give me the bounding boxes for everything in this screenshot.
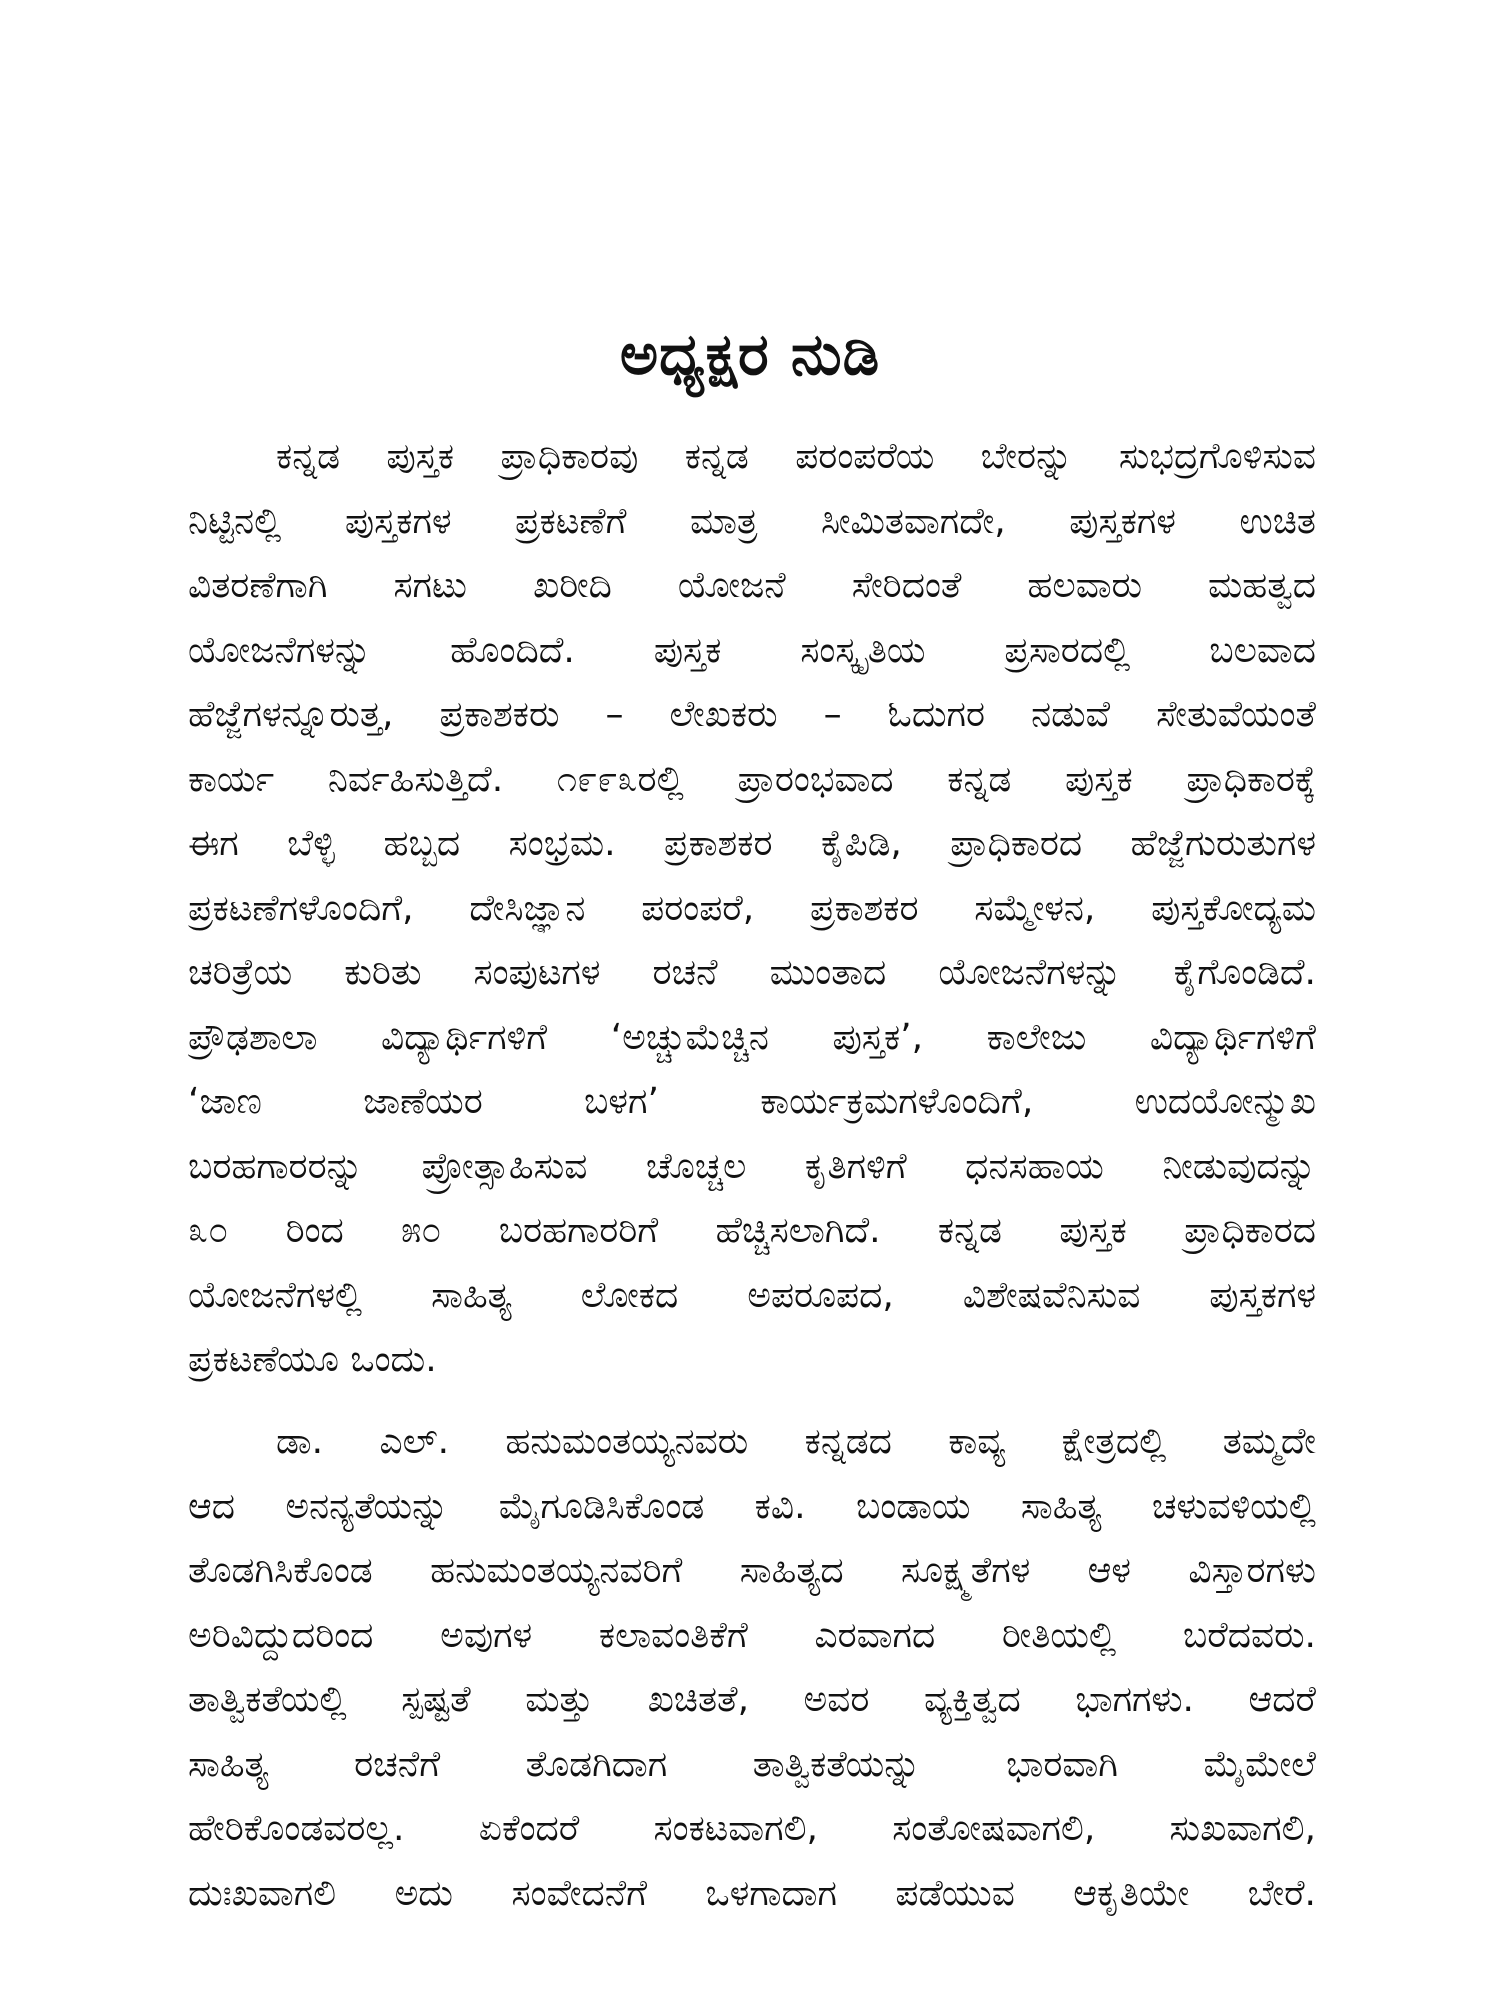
paragraph-line: ಹೇರಿಕೊಂಡವರಲ್ಲ. ಏಕೆಂದರೆ ಸಂಕಟವಾಗಲಿ, ಸಂತೋಷವಾಗಲಿ, ಸುಖವಾಗಲಿ,: [188, 1808, 1316, 1849]
paragraph-line: ಯೋಜನೆಗಳಲ್ಲಿ ಸಾಹಿತ್ಯ ಲೋಕದ ಅಪರೂಪದ, ವಿಶೇಷವೆನಿಸುವ ಪುಸ್ತಕಗಳ: [188, 1274, 1316, 1316]
paragraph-1: [188, 425, 1316, 1393]
paragraph-line: ತೊಡಗಿಸಿಕೊಂಡ ಹನುಮಂತಯ್ಯನವರಿಗೆ ಸಾಹಿತ್ಯದ ಸೂಕ್ಷ್ಮತೆಗಳ ಆಳ ವಿಸ್ತಾರಗಳು: [188, 1550, 1316, 1591]
paragraph-line: ಈಗ ಬೆಳ್ಳಿ ಹಬ್ಬದ ಸಂಭ್ರಮ. ಪ್ರಕಾಶಕರ ಕೈಪಿಡಿ, ಪ್ರಾಧಿಕಾರದ ಹೆಜ್ಜೆಗುರುತುಗಳ: [188, 823, 1316, 864]
paragraph-line: ದುಃಖವಾಗಲಿ ಅದು ಸಂವೇದನೆಗೆ ಒಳಗಾದಾಗ ಪಡೆಯುವ ಆಕೃತಿಯೇ ಬೇರೆ.: [188, 1872, 1316, 1914]
paragraph-line: ಯೋಜನೆಗಳನ್ನು ಹೊಂದಿದೆ. ಪುಸ್ತಕ ಸಂಸ್ಕೃತಿಯ ಪ್ರಸಾರದಲ್ಲಿ ಬಲವಾದ: [188, 629, 1316, 671]
paragraph-line: ೩೦ ರಿಂದ ೫೦ ಬರಹಗಾರರಿಗೆ ಹೆಚ್ಚಿಸಲಾಗಿದೆ. ಕನ್ನಡ ಪುಸ್ತಕ ಪ್ರಾಧಿಕಾರದ: [188, 1210, 1316, 1251]
page-title: ಅಧ್ಯಕ್ಷರ ನುಡಿ: [619, 319, 881, 388]
paragraph-line: ತಾತ್ವಿಕತೆಯಲ್ಲಿ ಸ್ಪಷ್ಟತೆ ಮತ್ತು ಖಚಿತತೆ, ಅವರ ವ್ಯಕ್ತಿತ್ವದ ಭಾಗಗಳು. ಆದರೆ: [188, 1679, 1316, 1720]
paragraph-2: [188, 1410, 1316, 1926]
paragraph-line: ಪ್ರೌಢಶಾಲಾ ವಿದ್ಯಾರ್ಥಿಗಳಿಗೆ ‘ಅಚ್ಚುಮೆಚ್ಚಿನ ಪುಸ್ತಕ’, ಕಾಲೇಜು ವಿದ್ಯಾರ್ಥಿಗಳಿಗೆ: [188, 1016, 1316, 1058]
paragraph-line: ಪ್ರಕಟಣೆಗಳೊಂದಿಗೆ, ದೇಸಿಜ್ಞಾನ ಪರಂಪರೆ, ಪ್ರಕಾಶಕರ ಸಮ್ಮೇಳನ, ಪುಸ್ತಕೋದ್ಯಮ: [188, 887, 1316, 929]
paragraph-line: ವಿತರಣೆಗಾಗಿ ಸಗಟು ಖರೀದಿ ಯೋಜನೆ ಸೇರಿದಂತೆ ಹಲವಾರು ಮಹತ್ವದ: [188, 565, 1316, 606]
paragraph-line: ಪ್ರಕಟಣೆಯೂ ಒಂದು.: [188, 1339, 437, 1380]
paragraph-line: ಕನ್ನಡ ಪುಸ್ತಕ ಪ್ರಾಧಿಕಾರವು ಕನ್ನಡ ಪರಂಪರೆಯ ಬೇರನ್ನು ಸುಭದ್ರಗೊಳಿಸುವ: [276, 436, 1316, 477]
paragraph-line: ಹೆಜ್ಜೆಗಳನ್ನೂರುತ್ತ, ಪ್ರಕಾಶಕರು – ಲೇಖಕರು – ಓದುಗರ ನಡುವೆ ಸೇತುವೆಯಂತೆ: [188, 694, 1316, 735]
paragraph-line: ‘ಜಾಣ ಜಾಣೆಯರ ಬಳಗ’ ಕಾರ್ಯಕ್ರಮಗಳೊಂದಿಗೆ, ಉದಯೋನ್ಮುಖ: [188, 1081, 1316, 1122]
paragraph-line: ಚರಿತ್ರೆಯ ಕುರಿತು ಸಂಪುಟಗಳ ರಚನೆ ಮುಂತಾದ ಯೋಜನೆಗಳನ್ನು ಕೈಗೊಂಡಿದೆ.: [188, 952, 1316, 993]
paragraph-line: ನಿಟ್ಟಿನಲ್ಲಿ ಪುಸ್ತಕಗಳ ಪ್ರಕಟಣೆಗೆ ಮಾತ್ರ ಸೀಮಿತವಾಗದೇ, ಪುಸ್ತಕಗಳ ಉಚಿತ: [188, 500, 1316, 542]
paragraph-line: ಡಾ. ಎಲ್. ಹನುಮಂತಯ್ಯನವರು ಕನ್ನಡದ ಕಾವ್ಯ ಕ್ಷೇತ್ರದಲ್ಲಿ ತಮ್ಮದೇ: [276, 1421, 1316, 1462]
paragraph-line: ಸಾಹಿತ್ಯ ರಚನೆಗೆ ತೊಡಗಿದಾಗ ತಾತ್ವಿಕತೆಯನ್ನು ಭಾರವಾಗಿ ಮೈಮೇಲೆ: [188, 1743, 1316, 1785]
paragraph-line: ಅರಿವಿದ್ದುದರಿಂದ ಅವುಗಳ ಕಲಾವಂತಿಕೆಗೆ ಎರವಾಗದ ರೀತಿಯಲ್ಲಿ ಬರೆದವರು.: [188, 1614, 1316, 1656]
paragraph-line: ಕಾರ್ಯ ನಿರ್ವಹಿಸುತ್ತಿದೆ. ೧೯೯೩ರಲ್ಲಿ ಪ್ರಾರಂಭವಾದ ಕನ್ನಡ ಪುಸ್ತಕ ಪ್ರಾಧಿಕಾರಕ್ಕೆ: [188, 758, 1316, 800]
paragraph-line: ಬರಹಗಾರರನ್ನು ಪ್ರೋತ್ಸಾಹಿಸುವ ಚೊಚ್ಚಲ ಕೃತಿಗಳಿಗೆ ಧನಸಹಾಯ ನೀಡುವುದನ್ನು: [188, 1145, 1316, 1187]
paragraph-line: ಆದ ಅನನ್ಯತೆಯನ್ನು ಮೈಗೂಡಿಸಿಕೊಂಡ ಕವಿ. ಬಂಡಾಯ ಸಾಹಿತ್ಯ ಚಳುವಳಿಯಲ್ಲಿ: [188, 1485, 1316, 1527]
